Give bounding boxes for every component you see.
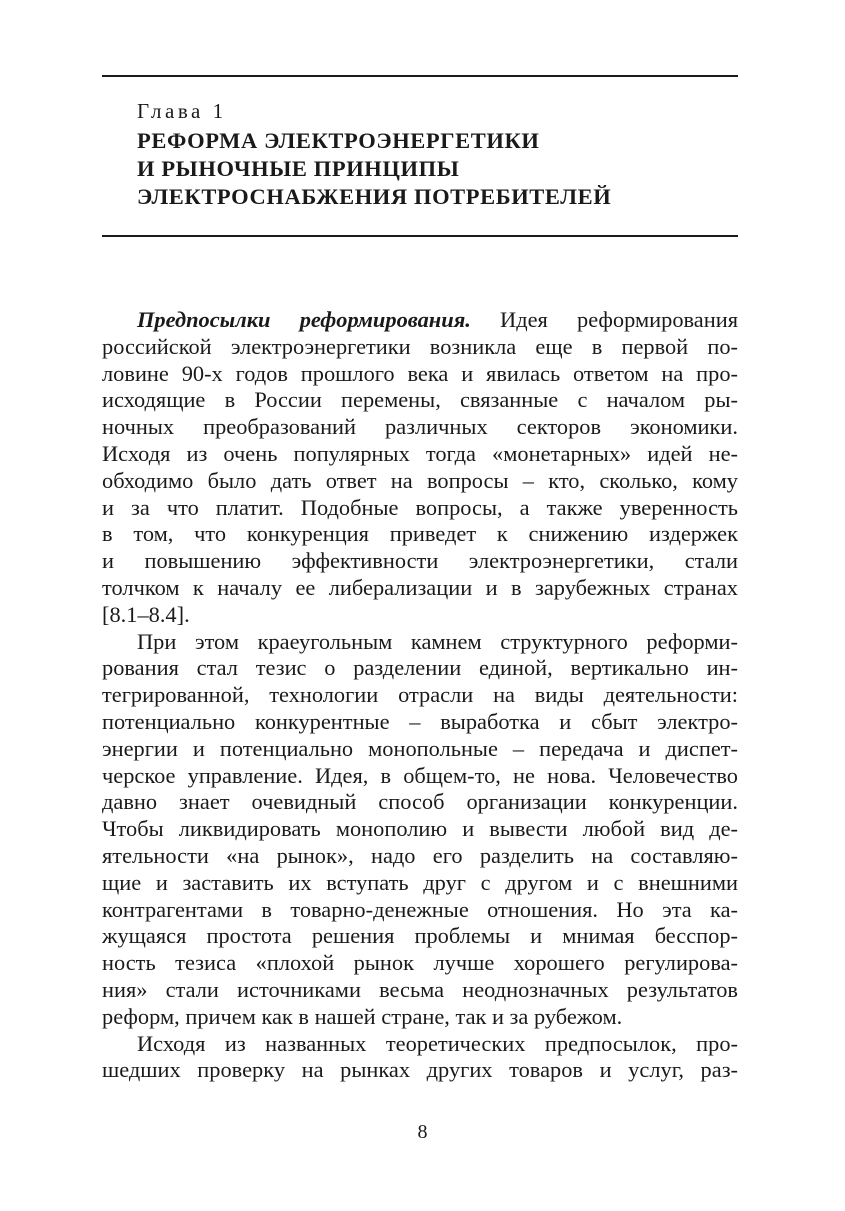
text-line: рования стал тезис о разделении единой, вертикально ин-: [102, 655, 738, 681]
text-line: тегрированной, технологии отрасли на виды деятельности:: [102, 682, 738, 708]
text-line: энергии и потенциально монопольные – передача и диспет-: [102, 735, 738, 761]
text-line: жущаяся простота решения проблемы и мнимая бесспор-: [102, 923, 738, 949]
page-number: 8: [417, 1121, 428, 1143]
header-top-rule: [102, 75, 738, 77]
chapter-title-line: И РЫНОЧНЫЕ ПРИНЦИПЫ: [137, 156, 460, 181]
text-line: и повышению эффективности электроэнергетики, стали: [102, 548, 738, 574]
text-line: давно знает очевидный способ организации конкуренции.: [102, 789, 738, 815]
chapter-title-line: ЭЛЕКТРОСНАБЖЕНИЯ ПОТРЕБИТЕЛЕЙ: [137, 184, 612, 209]
text-line: [102, 307, 738, 334]
text-line: толчком к началу ее либерализации и в зарубежных странах: [102, 574, 738, 600]
section-lead-in: Предпосылки реформирования.: [137, 307, 471, 332]
text-line: обходимо было дать ответ на вопросы – кто, сколько, кому: [102, 467, 738, 493]
chapter-title-line: РЕФОРМА ЭЛЕКТРОЭНЕРГЕТИКИ: [137, 128, 540, 153]
text-line: ловине 90-х годов прошлого века и явилась ответом на про-: [102, 360, 738, 386]
text-line: российской электроэнергетики возникла еще в первой по-: [102, 333, 738, 359]
paragraph: [102, 1031, 738, 1085]
text-line: ночных преобразований различных секторов экономики.: [102, 414, 738, 440]
text-line: Чтобы ликвидировать монополию и вывести любой вид де-: [102, 816, 738, 842]
text-line: Исходя из названных теоретических предпосылок, про-: [137, 1030, 738, 1056]
text-line: в том, что конкуренция приведет к снижению издержек: [102, 521, 738, 547]
text-line: ятельности «на рынок», надо его разделить на составляю-: [102, 842, 738, 868]
text-line: [8.1–8.4].: [102, 601, 190, 627]
text-line: черское управление. Идея, в общем-то, не нова. Человечество: [102, 762, 738, 788]
text-line: потенциально конкурентные – выработка и сбыт электро-: [102, 708, 738, 734]
text-line: ность тезиса «плохой рынок лучше хорошего регулирова-: [102, 950, 738, 976]
text-line: щие и заставить их вступать друг с другом и с внешними: [102, 869, 738, 895]
text-line: шедших проверку на рынках других товаров и услуг, раз-: [102, 1057, 738, 1083]
header-bottom-rule: [102, 235, 738, 237]
text-line: ния» стали источниками весьма неоднозначных результатов: [102, 976, 738, 1002]
text-fragment: Идея реформирования: [470, 307, 738, 332]
text-line: контрагентами в товарно-денежные отношения. Но эта ка-: [102, 896, 738, 922]
text-line: Исходя из очень популярных тогда «монетарных» идей не-: [102, 440, 738, 466]
body-text: [102, 307, 738, 1084]
chapter-title: [137, 127, 737, 211]
text-line: и за что платит. Подобные вопросы, а также уверенность: [102, 494, 738, 520]
chapter-label: Глава 1: [137, 99, 227, 123]
text-line: При этом краеугольным камнем структурного реформи-: [137, 628, 738, 654]
paragraph: [102, 307, 738, 629]
text-line: исходящие в России перемены, связанные с началом ры-: [102, 387, 738, 413]
text-line: реформ, причем как в нашей стране, так и за рубежом.: [102, 1003, 623, 1029]
paragraph: [102, 629, 738, 1031]
